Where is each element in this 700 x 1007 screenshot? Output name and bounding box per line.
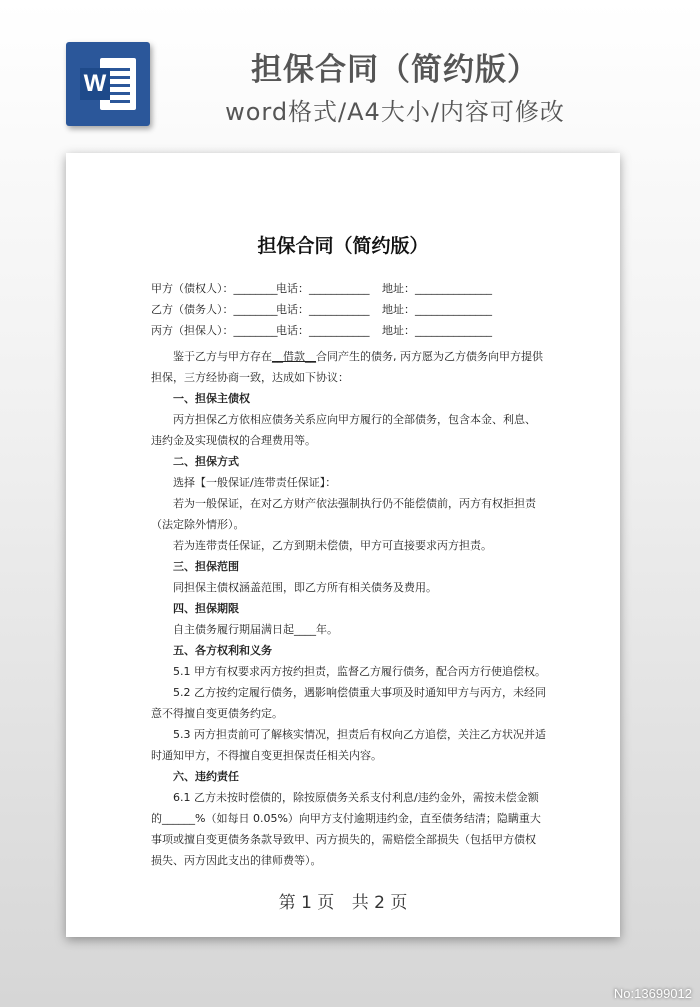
contract-body: [151, 346, 546, 871]
section-heading-5: 五、各方权利和义务: [173, 644, 272, 657]
section-paragraph: 5.2 乙方按约定履行债务，遇影响偿债重大事项及时通知甲方与丙方，未经同意不得擅自变更债务约定。: [151, 686, 546, 720]
section-heading-3: 三、担保范围: [173, 560, 239, 573]
section-heading-2: 二、担保方式: [173, 455, 239, 468]
section-paragraph: 5.1 甲方有权要求丙方按约担责，监督乙方履行债务，配合丙方行使追偿权。: [173, 665, 546, 678]
party-phone: 电话：___________: [276, 302, 370, 316]
intro-before: 鉴于乙方与甲方存在: [173, 350, 272, 363]
party-role: 乙方（债务人）：________: [151, 302, 278, 316]
word-icon: [66, 42, 150, 126]
image-id-label: No:13699012: [613, 986, 692, 1001]
section-heading-6: 六、违约责任: [173, 770, 239, 783]
header-subtitle: word格式/A4大小/内容可修改: [225, 98, 565, 126]
page-number: 第 1 页: [278, 893, 335, 913]
section-paragraph: 5.3 丙方担责前可了解核实情况，担责后有权向乙方追偿，关注乙方状况并适时通知甲方，不得擅自变更担保责任相关内容。: [151, 728, 546, 762]
document-title: 担保合同（简约版）: [257, 235, 429, 257]
party-address: 地址：______________: [382, 281, 492, 295]
party-address: 地址：______________: [382, 302, 492, 316]
party-address: 地址：______________: [382, 323, 492, 337]
intro-fill: __借款__: [272, 350, 316, 363]
page-total: 共 2 页: [351, 893, 408, 913]
page-footer: [66, 888, 620, 913]
party-row-guarantor: [151, 319, 551, 340]
parties-block: [151, 277, 551, 340]
section-paragraph: 若为一般保证，在对乙方财产依法强制执行仍不能偿债前，丙方有权拒担责（法定除外情形）。: [151, 497, 536, 531]
party-row-creditor: [151, 277, 551, 298]
party-phone: 电话：___________: [276, 281, 370, 295]
section-heading-4: 四、担保期限: [173, 602, 239, 615]
word-letter-badge: W: [80, 68, 110, 100]
section-paragraph: 选择【一般保证/连带责任保证】：: [173, 476, 337, 489]
section-paragraph: 丙方担保乙方依相应债务关系应向甲方履行的全部债务，包含本金、利息、违约金及实现债权的合理费用等。: [151, 413, 536, 447]
party-row-debtor: [151, 298, 551, 319]
section-paragraph: 自主债务履行期届满日起____年。: [173, 623, 338, 636]
document-page: [66, 153, 620, 937]
intro-paragraph: [151, 346, 546, 388]
section-paragraph: 同担保主债权涵盖范围，即乙方所有相关债务及费用。: [173, 581, 437, 594]
party-role: 丙方（担保人）：________: [151, 323, 278, 337]
header-title: 担保合同（简约版）: [251, 52, 539, 88]
party-phone: 电话：___________: [276, 323, 370, 337]
section-paragraph: 若为连带责任保证，乙方到期未偿债，甲方可直接要求丙方担责。: [173, 539, 492, 552]
section-heading-1: 一、担保主债权: [173, 392, 250, 405]
intro-after: 合同产生的债务, 丙方愿为乙方债务向甲方提供担保，三方经协商一致，达成如下协议：: [151, 350, 543, 384]
section-paragraph: 6.1 乙方未按时偿债的，除按原债务关系支付利息/违约金外，需按未偿金额的______%（如每日 0.05%）向甲方支付逾期违约金，直至债务结清；隐瞒重大事项或擅自变更债务条款导致甲、丙方损失的，需赔偿全部损失（包括甲方债权损失、丙方因此支出的律师费等）。: [151, 791, 541, 867]
party-role: 甲方（债权人）：________: [151, 281, 278, 295]
